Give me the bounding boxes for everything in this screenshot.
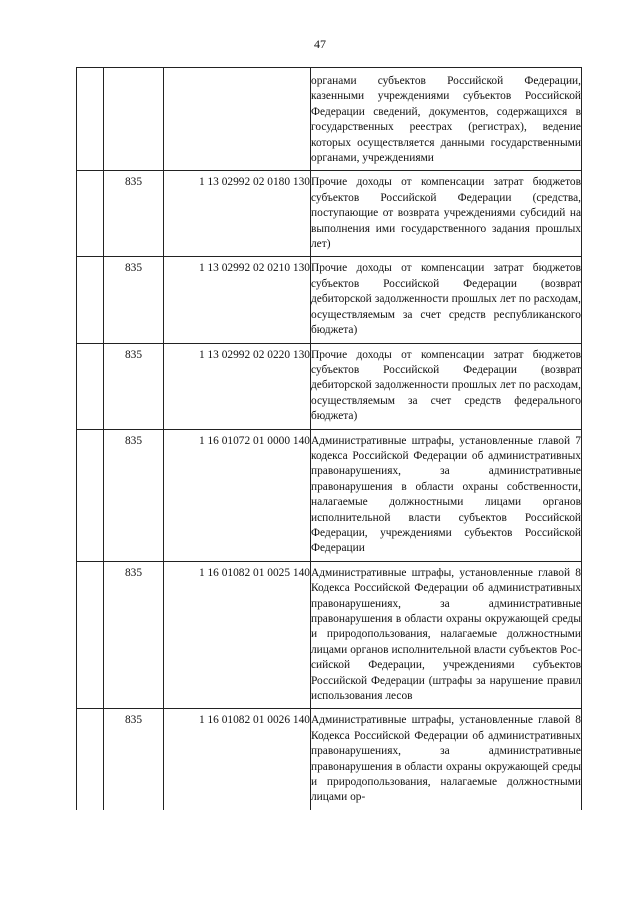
description-cell: Прочие доходы от компенсации затрат бюджетов субъектов Российской Федерации (возврат дебиторской задолженности прошлых лет по расходам, осуществляемым за счет средств федерального бюджета) <box>311 343 582 429</box>
budget-code-cell: 1 16 01082 01 0026 140 <box>164 709 311 810</box>
table-row <box>77 561 582 709</box>
budget-code-cell: 1 13 02992 02 0220 130 <box>164 343 311 429</box>
admin-code-cell: 835 <box>104 429 164 561</box>
blank-cell <box>77 343 104 429</box>
description-cell: Прочие доходы от компенсации затрат бюджетов субъектов Российской Федерации (средства, поступающие от возврата учреждениями субсидий на выполнения ими государственного задания прошлых лет) <box>311 171 582 257</box>
blank-cell <box>77 429 104 561</box>
table-row <box>77 257 582 343</box>
budget-code-cell: 1 16 01082 01 0025 140 <box>164 561 311 709</box>
blank-cell <box>77 257 104 343</box>
description-cell: Прочие доходы от компенсации затрат бюджетов субъектов Российской Федерации (возврат дебиторской задолженности прошлых лет по расходам, осуществляемым за счет средств республиканского бюджета) <box>311 257 582 343</box>
description-cell: органами субъектов Российской Федерации, казенными учреждениями субъектов Российской Федерации сведений, документов, содержащихся в государственных реестрах (регистрах), ведение которых осуществляется данными государственными органами, учреждениями <box>311 68 582 171</box>
table-row <box>77 171 582 257</box>
budget-code-cell <box>164 68 311 171</box>
admin-code-cell: 835 <box>104 171 164 257</box>
budget-classification-table <box>76 67 582 810</box>
blank-cell <box>77 68 104 171</box>
budget-code-cell: 1 13 02992 02 0210 130 <box>164 257 311 343</box>
budget-code-cell: 1 13 02992 02 0180 130 <box>164 171 311 257</box>
table-row <box>77 429 582 561</box>
budget-code-cell: 1 16 01072 01 0000 140 <box>164 429 311 561</box>
description-cell: Административные штрафы, установленные главой 7 кодекса Российской Федерации об административных правонарушениях, за административные правонарушения в области охраны собственности, налагаемые должностными лицами органов исполнительной власти субъектов Российской Федерации, учреждениями субъектов Российской Федерации <box>311 429 582 561</box>
admin-code-cell: 835 <box>104 257 164 343</box>
admin-code-cell <box>104 68 164 171</box>
blank-cell <box>77 709 104 810</box>
blank-cell <box>77 171 104 257</box>
description-cell: Административные штрафы, установленные главой 8 Кодекса Российской Федерации об административных правонарушениях, за административные правонарушения в области охраны окружающей среды и природопользования, налагаемые должностными лицами ор- <box>311 709 582 810</box>
page-number: 47 <box>314 37 326 51</box>
table-row <box>77 343 582 429</box>
description-cell: Административные штрафы, установленные главой 8 Кодекса Российской Федерации об административных правонарушениях, за административные правонарушения в области охраны окружающей среды и природопользования, налагаемые должностными лицами органов исполнительной власти субъектов Российской Федерации, учреждениями субъектов Российской Федерации (штрафы за нарушение правил использования лесов <box>311 561 582 709</box>
admin-code-cell: 835 <box>104 709 164 810</box>
table-row <box>77 68 582 171</box>
table-row <box>77 709 582 810</box>
admin-code-cell: 835 <box>104 561 164 709</box>
blank-cell <box>77 561 104 709</box>
admin-code-cell: 835 <box>104 343 164 429</box>
